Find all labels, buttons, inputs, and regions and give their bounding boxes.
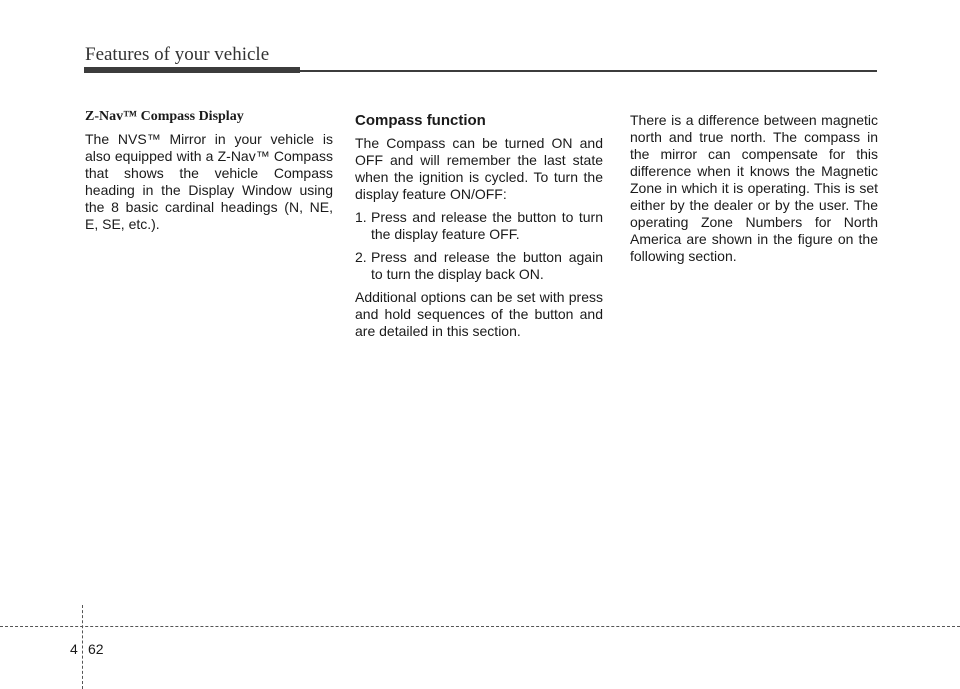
- list-item: [355, 249, 603, 283]
- page-number: 62: [88, 641, 104, 657]
- column-left: [85, 108, 333, 239]
- column-middle: [355, 112, 603, 346]
- paragraph-additional-options: Additional options can be set with press and hold sequences of the button and are detailed in this section.: [355, 289, 603, 339]
- section-heading-compass-function: Compass function: [355, 112, 486, 129]
- paragraph-znav-intro: The NVS™ Mirror in your vehicle is also equipped with a Z-Nav™ Compass that shows the vehicle Compass heading in the Display Window using the 8 basic cardinal headings (N, NE, E, SE, etc.).: [85, 131, 333, 232]
- step-number: 2.: [355, 249, 367, 265]
- column-right: [630, 112, 878, 271]
- footer-divider: [82, 605, 83, 689]
- chapter-number: 4: [70, 641, 78, 657]
- section-heading-znav: Z-Nav™ Compass Display: [85, 109, 244, 124]
- step-text: Press and release the button to turn the display feature OFF.: [371, 209, 603, 242]
- paragraph-compass-intro: The Compass can be turned ON and OFF and will remember the last state when the ignition is cycled. To turn the display feature ON/OFF:: [355, 135, 603, 202]
- list-item: [355, 209, 603, 243]
- header-bar: [84, 67, 300, 73]
- step-text: Press and release the button again to turn the display back ON.: [371, 249, 603, 282]
- step-number: 1.: [355, 209, 367, 225]
- footer-rule: [0, 626, 960, 627]
- header-rule: [300, 70, 877, 72]
- paragraph-magnetic-north: There is a difference between magnetic north and true north. The compass in the mirror can compensate for this difference when it knows the Magnetic Zone in which it is operating. This is set either by the dealer or by the user. The operating Zone Numbers for North America are shown in the figure on the following section.: [630, 112, 878, 264]
- page-header-title: Features of your vehicle: [85, 44, 270, 65]
